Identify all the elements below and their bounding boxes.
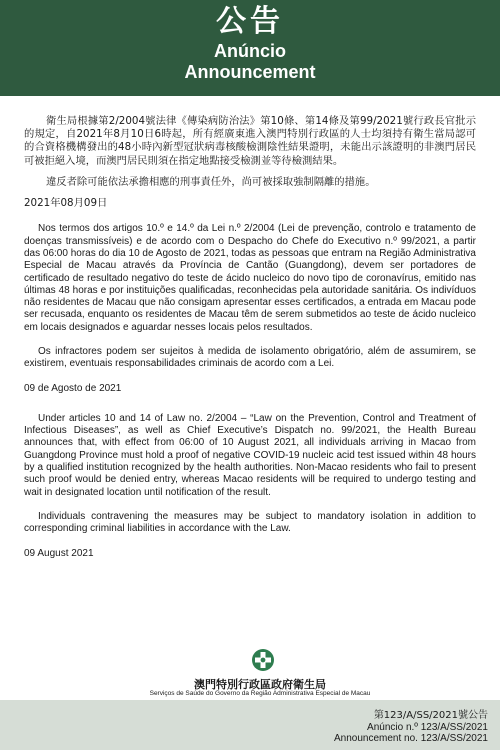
reference-portuguese: Anúncio n.º 123/A/SS/2021 [367, 722, 488, 733]
portuguese-paragraph-2: Os infractores podem ser sujeitos à medida de isolamento obrigatório, além de assumirem, se existirem, eventuais responsabilidades criminais de acordo com a Lei. [24, 345, 476, 370]
portuguese-date: 09 de Agosto de 2021 [24, 382, 122, 394]
health-bureau-logo-icon [251, 648, 275, 672]
portuguese-paragraph-1: Nos termos dos artigos 10.º e 14.º da Lei n.º 2/2004 (Lei de prevenção, controlo e tratamento de doenças transmissíveis) e de acordo com o Despacho do Chefe do Executivo n.º 99/2021, a partir das 06:00 horas do dia 10 de Agosto de 2021, todas as pessoas que entram na Região Administrativa Especial de Macau através da Província de Cantão (Guangdong), devem ser portadores de certificado de resultado negativo do teste de ácido nucleico do novo tipo de coronavírus, emitido nas últimas 48 horas e por instituições qualificadas, reconhecidas pela autoridade sanitária. Os indivíduos não residentes de Macau que não consigam apresentar esses certificados, a entrada em Macau pode ser recusada, enquanto os residentes de Macau têm de serem submetidos ao teste de ácido nucleico em locais designados e aguardar nesses locais pelos resultados. [24, 223, 476, 333]
chinese-paragraph-2: 違反者除可能依法承擔相應的刑事責任外，尚可被採取強制隔離的措施。 [46, 175, 376, 188]
organization-name-chinese: 澳門特別行政區政府衛生局 [194, 678, 326, 691]
announcement-header [0, 0, 500, 96]
reference-english: Announcement no. 123/A/SS/2021 [333, 733, 488, 744]
title-portuguese: Anúncio [214, 41, 286, 61]
title-english: Announcement [184, 62, 316, 82]
reference-footer [0, 700, 500, 750]
organization-name-portuguese: Serviços de Saúde do Governo da Região Administrativa Especial de Macau [149, 690, 371, 697]
chinese-date: 2021年08月09日 [24, 197, 108, 210]
english-paragraph-2: Individuals contravening the measures may be subject to mandatory isolation in addition to corresponding criminal liabilities in accordance with the Law. [24, 510, 476, 535]
announcement-body [24, 115, 476, 578]
chinese-paragraph-1: 衛生局根據第2/2004號法律《傳染病防治法》第10條、第14條及第99/2021號行政長官批示的規定，自2021年8月10日6時起，所有經廣東進入澳門特別行政區的人士均須持有衛生當局認可的合資格機構發出的48小時內新型冠狀病毒核酸檢測陰性結果證明，未能出示該證明的非澳門居民可被拒絕入境，而澳門居民則須在指定地點接受檢測並等待檢測結果。 [24, 115, 476, 167]
english-date: 09 August 2021 [24, 547, 94, 559]
english-paragraph-1: Under articles 10 and 14 of Law no. 2/2004 – “Law on the Prevention, Control and Treatment of Infectious Diseases”, as well as Chief Executive’s Dispatch no. 99/2021, the Health Bureau announces that, with effect from 06:00 of 10 August 2021, all individuals arriving in Macao from Guangdong Province must hold a proof of negative COVID-19 nucleic acid test issued within 48 hours by a qualified institution recognized by the health authorities. Non-Macao residents who fail to present such proof would be denied entry, whereas Macao residents will be required to undergo testing and wait in designated location until notification of the result. [24, 412, 476, 498]
reference-chinese: 第123/A/SS/2021號公告 [373, 710, 488, 721]
title-chinese: 公告 [216, 4, 284, 39]
